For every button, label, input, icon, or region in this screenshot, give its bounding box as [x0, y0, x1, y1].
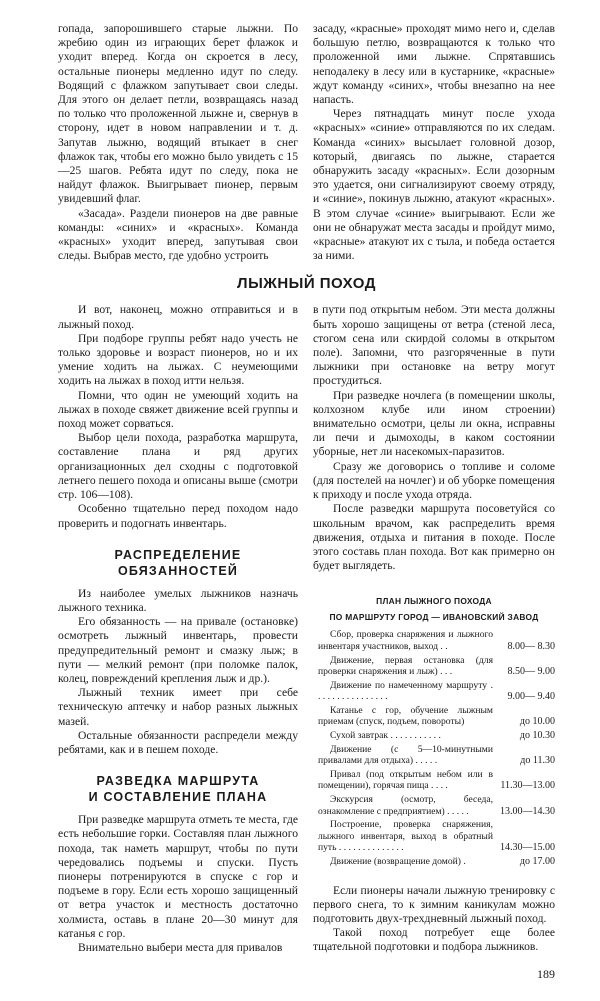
- plan-time: 9.00— 9.40: [507, 691, 555, 703]
- paragraph: При разведке маршрута отметь те места, где есть небольшие горки. Составляя план лыжного похода, так наметь маршрут, чтобы по пути чередовались подъемы и спуски. Пусть пионеры потренируются в спуске с гор и подъеме в гору. Если есть хорошо защищенный от ветра участок и местность достаточно холмиста, оставь в плане 20—30 минут для катанья с гор.: [58, 813, 298, 940]
- text-top-right: [313, 22, 555, 263]
- left-column: [58, 303, 298, 955]
- plan-row: [318, 744, 555, 767]
- paragraph: При разведке ночлега (в помещении школы, колхозном клубе или ином строении) внимательно осмотри, целы ли окна, исправны ли печи и дымоходы, в каком состоянии уборные, нет ли насекомых-паразитов.: [313, 388, 555, 459]
- heading-route: [58, 773, 298, 805]
- text-halts: [313, 303, 555, 573]
- paragraph: Если пионеры начали лыжную тренировку с первого снега, то к зимним каникулам можно подготовить двух-трехдневный лыжный поход.: [313, 883, 555, 925]
- plan-time: до 11.30: [520, 755, 555, 767]
- paragraph: гопада, запорошившего старые лыжни. По жребию один из играющих берет флажок и уходит вперед. Когда он скроется в лесу, остальные пионеры медленно идут по следу. Водящий с флажком запутывает свои следы. Для этого он делает петли, возвращаясь назад по только что проложенной лыжне и, свернув в сторону, идет в новом направлении и т. д. Запутав лыжню, водящий втыкает в снег флажок так, чтобы его можно было увидеть с 15—25 шагов. Ребята идут по следу, пока не найдут флажок. Выигрывает пионер, первым увидевший флаг.: [58, 22, 298, 206]
- paragraph: Лыжный техник имеет при себе техническую аптечку и набор разных лыжных мазей.: [58, 686, 298, 728]
- paragraph: Выбор цели похода, разработка маршрута, составление плана и ряд других организационных дел сходны с подготовкой летнего пешего похода и описаны выше (смотри стр. 106—108).: [58, 431, 298, 502]
- paragraph: Помни, что один не умеющий ходить на лыжах в походе свяжет движение всей группы и поход может сорваться.: [58, 388, 298, 431]
- text-bottom-right: [313, 884, 555, 955]
- paragraph: Его обязанность — на привале (остановке) осмотреть лыжный инвентарь, провести предупредительный ремонт и смазку лыж; в пути — мелкий ремонт (при поломке палок, колец, повреждений крепления лыж и др.).: [58, 615, 298, 685]
- paragraph: засаду, «красные» проходят мимо него и, сделав большую петлю, возвращаются к только что проложенной ими лыжне. Спрятавшись неподалеку в лесу или в кустарнике, «красные» ждут команду «синих», чтобы внезапно на нее напасть.: [313, 22, 555, 107]
- paragraph: Остальные обязанности распредели между ребятами, как и в пешем походе.: [58, 728, 298, 756]
- paragraph: Особенно тщательно перед походом надо проверить и подогнать инвентарь.: [58, 502, 298, 530]
- paragraph: Через пятнадцать минут после ухода «красных» «синие» отправляются по их следам. Команда «синих» высылает головной дозор, который, двигаясь по лыжне, старается обнаружить засаду «красных». Если дозорным это удается, они сигнализируют своему отряду, и «синие», покинув лыжню, атакуют «красных». В этом случае «синие» выигрывают. Если же они не обнаружат места засады и пройдут мимо, «красные» атакуют их с тыла, и победа остается за ними.: [313, 107, 555, 263]
- plan-row: [318, 655, 555, 678]
- paragraph: Такой поход потребует еще более тщательной подготовки и подбора лыжников.: [313, 926, 555, 954]
- plan-row: [318, 680, 555, 703]
- plan-activity: Движение (с 5—10-минутными привалами для отдыха) . . . . .: [318, 743, 493, 767]
- plan-row: [318, 705, 555, 728]
- plan-time: до 17.00: [519, 856, 555, 867]
- top-columns: [58, 22, 555, 263]
- heading-duties: РАСПРЕДЕЛЕНИЕ ОБЯЗАННОСТЕЙ: [114, 547, 242, 578]
- plan-activity: Привал (под открытым небом или в помещении), горячая пища . . . .: [318, 768, 493, 792]
- paragraph: Сразу же договорись о топливе и соломе (для постелей на ночлег) и об уборке помещения к приходу и после ухода отряда.: [313, 459, 555, 502]
- heading-route-line1: РАЗВЕДКА МАРШРУТА: [96, 774, 260, 789]
- plan-time: 11.30—13.00: [500, 780, 555, 792]
- paragraph: Внимательно выбери места для привалов: [78, 940, 283, 954]
- plan-table: [318, 629, 555, 867]
- plan-time: 14.30—15.00: [500, 842, 555, 854]
- plan-row: [318, 629, 555, 652]
- plan-row: [318, 819, 555, 854]
- plan-activity: Сбор, проверка снаряжения и лыжного инвентаря участников, выход . .: [318, 629, 493, 652]
- text-intro: [58, 303, 298, 530]
- text-duties: [58, 587, 298, 757]
- plan-activity: Движение, первая остановка (для проверки снаряжения и лыж) . . .: [318, 654, 493, 678]
- plan-time: 13.00—14.30: [500, 805, 555, 817]
- paragraph: в пути под открытым небом. Эти места должны быть хорошо защищены от ветра (стеной леса, стогом сена или скирдой соломы в открытом поле). Запомни, что разгоряченные в пути лыжники при остановке на ветру могут простудиться.: [313, 303, 555, 388]
- plan-row: [318, 730, 555, 742]
- plan-title: ПЛАН ЛЫЖНОГО ПОХОДА: [376, 596, 492, 607]
- plan-row: [318, 769, 555, 792]
- plan-activity: Сухой завтрак . . . . . . . . . . .: [330, 730, 441, 742]
- paragraph: «Засада». Раздели пионеров на две равные команды: «синих» и «красных». Команда «красных» уходит вперед, запутывая свои следы. Выбрав место, где удобно устроить: [58, 206, 298, 263]
- plan-activity: Движение (возвращение домой) .: [330, 856, 466, 867]
- plan-activity: Экскурсия (осмотр, беседа, ознакомление с предприятием) . . . . .: [318, 794, 493, 817]
- plan-activity: Построение, проверка снаряжения, лыжного инвентаря, выход в обратный путь . . . . . . . . . . . . . .: [318, 819, 493, 854]
- plan-time: до 10.00: [519, 716, 555, 728]
- paragraph: Из наиболее умелых лыжников назначь лыжного техника.: [58, 586, 298, 614]
- page-number: 189: [537, 966, 555, 981]
- plan-activity: Катанье с гор, обучение лыжным приемам (спуск, подъем, повороты): [318, 704, 493, 728]
- text-top-left: [58, 22, 298, 263]
- plan-time: 8.00— 8.30: [507, 640, 555, 652]
- section-title: ЛЫЖНЫЙ ПОХОД: [237, 275, 376, 293]
- heading-route-line2: И СОСТАВЛЕНИЕ ПЛАНА: [88, 790, 268, 805]
- paragraph: После разведки маршрута посоветуйся со школьным врачом, как распределить время движения, отдыха и питания в походе. После этого составь план похода. Вот как примерно он будет выглядеть.: [313, 502, 555, 573]
- plan-activity: Движение по намеченному маршруту . . . . . . . . . . . . . . . .: [318, 679, 493, 703]
- paragraph: И вот, наконец, можно отправиться и в лыжный поход.: [58, 303, 298, 331]
- plan-row: [318, 856, 555, 868]
- plan-subtitle: ПО МАРШРУТУ ГОРОД — ИВАНОВСКИЙ ЗАВОД: [329, 612, 539, 623]
- plan-row: [318, 794, 555, 817]
- paragraph: При подборе группы ребят надо учесть не только здоровье и возраст пионеров, но и их умение ходить на лыжах. С неумеющими ходить на лыжах в поход итти нельзя.: [58, 331, 298, 388]
- plan-time: 8.50— 9.00: [507, 666, 555, 678]
- right-column: [313, 303, 555, 980]
- text-route: [58, 813, 298, 955]
- plan-time: до 10.30: [519, 730, 555, 742]
- main-columns: [58, 303, 555, 980]
